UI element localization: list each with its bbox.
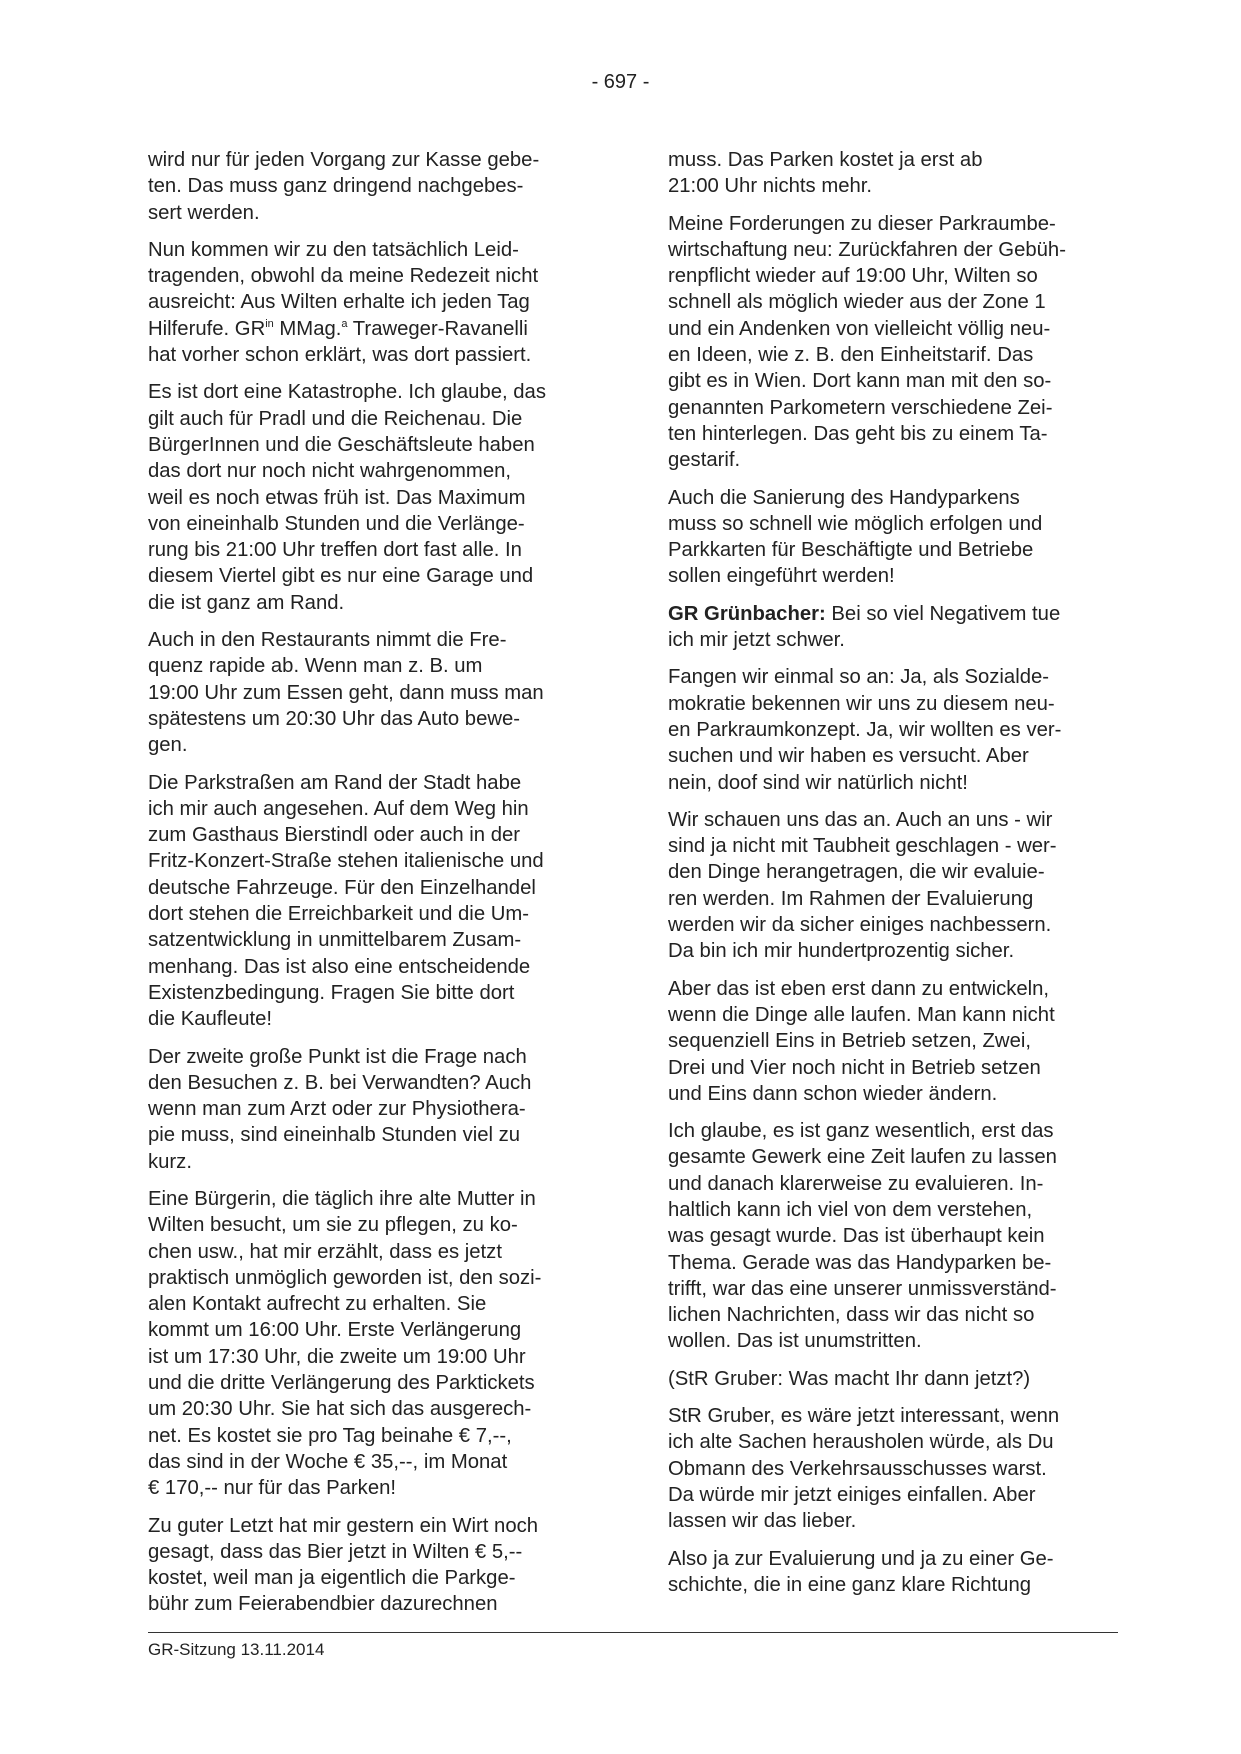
paragraph-text: Traweger-Ravanelli hat vorher schon erklärt, was dort passiert. <box>148 317 532 367</box>
paragraph: Also ja zur Evaluierung und ja zu einer Ge- schichte, die in eine ganz klare Richtung <box>668 1547 1054 1596</box>
right-column <box>668 147 1130 1609</box>
paragraph: Eine Bürgerin, die täglich ihre alte Mutter in Wilten besucht, um sie zu pflegen, zu ko- chen usw., hat mir erzählt, dass es jetzt praktisch unmöglich geworden ist, den sozi- alen Kontakt aufrecht zu erhalten. Sie kommt um 16:00 Uhr. Erste Verlängerung ist um 17:30 Uhr, die zweite um 19:00 Uhr und die dritte Verlängerung des Parktickets um 20:30 Uhr. Sie hat sich das ausgerech- net. Es kostet sie pro Tag beinahe € 7,--, das sind in der Woche € 35,--, im Monat € 170,-- nur für das Parken! <box>148 1187 542 1500</box>
paragraph: Ich glaube, es ist ganz wesentlich, erst das gesamte Gewerk eine Zeit laufen zu lassen und danach klarerweise zu evaluieren. In- haltlich kann ich viel von dem verstehen, was gesagt wurde. Das ist überhaupt kein Thema. Gerade was das Handyparken be- trifft, war das eine unserer unmissverständ- lichen Nachrichten, dass wir das nicht so wollen. Das ist unumstritten. <box>668 1120 1057 1353</box>
left-column <box>148 147 598 1629</box>
paragraph: StR Gruber, es wäre jetzt interessant, wenn ich alte Sachen herausholen würde, als Du Obmann des Verkehrsausschusses warst. Da würde mir jetzt einiges einfallen. Aber lassen wir das lieber. <box>668 1405 1060 1533</box>
footer-divider <box>148 1632 1118 1633</box>
paragraph: Zu guter Letzt hat mir gestern ein Wirt noch gesagt, dass das Bier jetzt in Wilten € 5,-- kostet, weil man ja eigentlich die Parkge- bühr zum Feierabendbier dazurechnen <box>148 1514 539 1616</box>
paragraph: Es ist dort eine Katastrophe. Ich glaube, das gilt auch für Pradl und die Reichenau. Die BürgerInnen und die Geschäftsleute haben das dort nur noch nicht wahrgenommen, weil es noch etwas früh ist. Das Maximum von eineinhalb Stunden und die Verlänge- rung bis 21:00 Uhr treffen dort fast alle. In diesem Viertel gibt es nur eine Garage und die ist ganz am Rand. <box>148 381 546 614</box>
interjection: (StR Gruber: Was macht Ihr dann jetzt?) <box>668 1367 1031 1390</box>
paragraph: Die Parkstraßen am Rand der Stadt habe ich mir auch angesehen. Auf dem Weg hin zum Gasthaus Bierstindl oder auch in der Fritz-Konzert-Straße stehen italienische und deutsche Fahrzeuge. Für den Einzelhandel dort stehen die Erreichbarkeit und die Um- satzentwicklung in unmittelbarem Zusam- menhang. Das ist also eine entscheidende Existenzbedingung. Fragen Sie bitte dort die Kaufleute! <box>148 771 544 1031</box>
superscript: a <box>341 317 348 330</box>
paragraph: Fangen wir einmal so an: Ja, als Sozialde- mokratie bekennen wir uns zu diesem neu- en Parkraumkonzept. Ja, wir wollten es ver- suchen und wir haben es versucht. Aber nein, doof sind wir natürlich nicht! <box>668 666 1062 794</box>
paragraph: Wir schauen uns das an. Auch an uns - wir sind ja nicht mit Taubheit geschlagen - wer- den Dinge herangetragen, die wir evaluie- ren werden. Im Rahmen der Evaluierung werden wir da sicher einiges nachbessern. Da bin ich mir hundertprozentig sicher. <box>668 808 1057 963</box>
page-number: - 697 - <box>591 71 650 93</box>
paragraph: muss. Das Parken kostet ja erst ab 21:00 Uhr nichts mehr. <box>668 149 983 198</box>
paragraph <box>148 237 598 368</box>
paragraph: Meine Forderungen zu dieser Parkraumbe- wirtschaftung neu: Zurückfahren der Gebüh- renpflicht wieder auf 19:00 Uhr, Wilten so schnell als möglich wieder aus der Zone 1 und ein Andenken von vielleicht völlig neu- en Ideen, wie z. B. den Einheitstarif. Das gibt es in Wien. Dort kann man mit den so- genannten Parkometern verschiedene Zei- ten hinterlegen. Das geht bis zu einem Ta- gestarif. <box>668 212 1066 472</box>
paragraph-text: MMag. <box>273 317 342 340</box>
paragraph: Auch in den Restaurants nimmt die Fre- quenz rapide ab. Wenn man z. B. um 19:00 Uhr zum Essen geht, dann muss man spätestens um 20:30 Uhr das Auto bewe- gen. <box>148 629 544 757</box>
paragraph <box>668 601 1130 654</box>
paragraph: Aber das ist eben erst dann zu entwickeln, wenn die Dinge alle laufen. Man kann nicht sequenziell Eins in Betrieb setzen, Zwei, Drei und Vier noch nicht in Betrieb setzen und Eins dann schon wieder ändern. <box>668 977 1055 1105</box>
paragraph-text: Nun kommen wir zu den tatsächlich Leid- tragenden, obwohl da meine Redezeit nicht ausreicht: Aus Wilten erhalte ich jeden Tag Hilferufe. GR <box>148 238 539 340</box>
paragraph: wird nur für jeden Vorgang zur Kasse gebe- ten. Das muss ganz dringend nachgebes- sert werden. <box>148 149 540 224</box>
paragraph: Der zweite große Punkt ist die Frage nach den Besuchen z. B. bei Verwandten? Auch wenn man zum Arzt oder zur Physiothera- pie muss, sind eineinhalb Stunden viel zu kurz. <box>148 1045 532 1173</box>
paragraph-text: Bei so viel Negativem tue ich mir jetzt schwer. <box>668 602 1061 652</box>
speaker-name: GR Grünbacher: <box>668 602 826 625</box>
footer-session-date: GR-Sitzung 13.11.2014 <box>148 1640 325 1659</box>
superscript: in <box>265 317 274 330</box>
paragraph: Auch die Sanierung des Handyparkens muss so schnell wie möglich erfolgen und Parkkarten für Beschäftigte und Betriebe sollen eingeführt werden! <box>668 486 1043 588</box>
